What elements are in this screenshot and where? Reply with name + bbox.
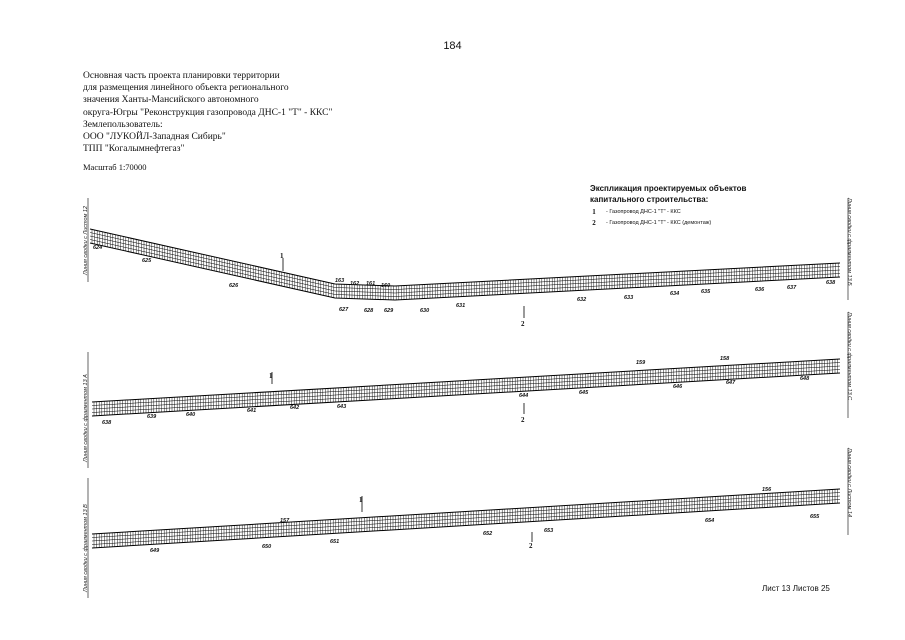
route-mark-label: 2 <box>521 320 525 328</box>
picket-label: 640 <box>186 412 196 418</box>
picket-label: 653 <box>544 528 554 534</box>
picket-label: 633 <box>624 295 634 301</box>
picket-label: 631 <box>456 303 466 309</box>
picket-label: 644 <box>519 393 529 399</box>
legend-item-text: - Газопровод ДНС-1 "Т" - ККС (демонтаж) <box>606 220 712 226</box>
match-line-label: Линия сводки с фрагментом 13 В <box>83 504 89 592</box>
header-line: Землепользователь: <box>83 119 163 130</box>
route-mark-label: 1 <box>359 496 363 504</box>
match-line-label: Линия сводки с фрагментом 13 Б <box>846 198 852 286</box>
picket-label: 628 <box>364 308 374 314</box>
picket-label: 157 <box>280 518 290 524</box>
picket-label: 627 <box>339 307 349 313</box>
picket-label: 624 <box>93 245 103 251</box>
picket-label: 645 <box>579 390 589 396</box>
header-line: ТПП "Когалымнефтегаз" <box>83 144 185 155</box>
map-scale: Масштаб 1:70000 <box>83 162 147 172</box>
picket-label: 636 <box>755 287 765 293</box>
picket-label: 629 <box>384 308 394 314</box>
header-line: для размещения линейного объекта регионального <box>83 83 289 94</box>
route-mark-label: 1 <box>280 252 284 260</box>
match-line-label: Линия сводки с Листом 14 <box>846 448 852 518</box>
picket-label: 156 <box>762 487 772 493</box>
header-line: значения Ханты-Мансийского автономного <box>83 95 259 106</box>
picket-label: 641 <box>247 408 257 414</box>
sheet-footer: Лист 13 Листов 25 <box>762 584 830 593</box>
match-line-label: Линия сводки с фрагментом 13 А <box>83 374 89 462</box>
picket-label: 163 <box>335 278 345 284</box>
picket-label: 634 <box>670 291 680 297</box>
picket-label: 648 <box>800 376 810 382</box>
picket-label: 635 <box>701 289 711 295</box>
picket-label: 625 <box>142 258 152 264</box>
header-line: округа-Югры "Реконструкция газопровода ДНС-1 "Т" - ККС" <box>83 107 333 118</box>
picket-label: 160 <box>381 283 391 289</box>
strip1-corridor-line <box>90 243 840 300</box>
route-mark-label: 2 <box>529 542 533 550</box>
header-line: ООО "ЛУКОЙЛ-Западная Сибирь" <box>83 132 226 143</box>
match-line-label: Линия сводки с фрагментом 13 С <box>846 312 852 401</box>
picket-label: 654 <box>705 518 715 524</box>
picket-label: 651 <box>330 539 340 545</box>
picket-label: 159 <box>636 360 646 366</box>
legend-title-line1: Экспликация проектируемых объектов <box>590 184 747 193</box>
legend-title-line2: капитального строительства: <box>590 194 709 204</box>
strip3-corridor-line <box>92 489 840 534</box>
route-mark-label: 1 <box>269 372 273 380</box>
legend-item-text: - Газопровод ДНС-1 "Т" - ККС <box>606 209 681 215</box>
picket-label: 643 <box>337 404 347 410</box>
picket-label: 638 <box>826 280 836 286</box>
legend-mark-2: 2 <box>592 219 596 227</box>
picket-label: 655 <box>810 514 820 520</box>
route-mark-label: 2 <box>521 416 525 424</box>
picket-label: 646 <box>673 384 683 390</box>
legend-mark-1: 1 <box>592 208 596 216</box>
header-line: Основная часть проекта планировки территории <box>83 71 280 81</box>
picket-label: 162 <box>350 281 360 287</box>
picket-label: 161 <box>366 281 376 287</box>
picket-label: 639 <box>147 414 157 420</box>
picket-label: 638 <box>102 420 112 426</box>
picket-label: 647 <box>726 380 736 386</box>
picket-label: 642 <box>290 405 300 411</box>
picket-label: 637 <box>787 285 797 291</box>
picket-label: 649 <box>150 548 160 554</box>
picket-label: 650 <box>262 544 272 550</box>
picket-label: 626 <box>229 283 239 289</box>
match-line-label: Линия сводки с Листом 12 <box>83 205 89 275</box>
picket-label: 652 <box>483 531 493 537</box>
picket-label: 158 <box>720 356 730 362</box>
page-number: 184 <box>443 40 462 52</box>
picket-label: 632 <box>577 297 587 303</box>
picket-label: 630 <box>420 308 430 314</box>
